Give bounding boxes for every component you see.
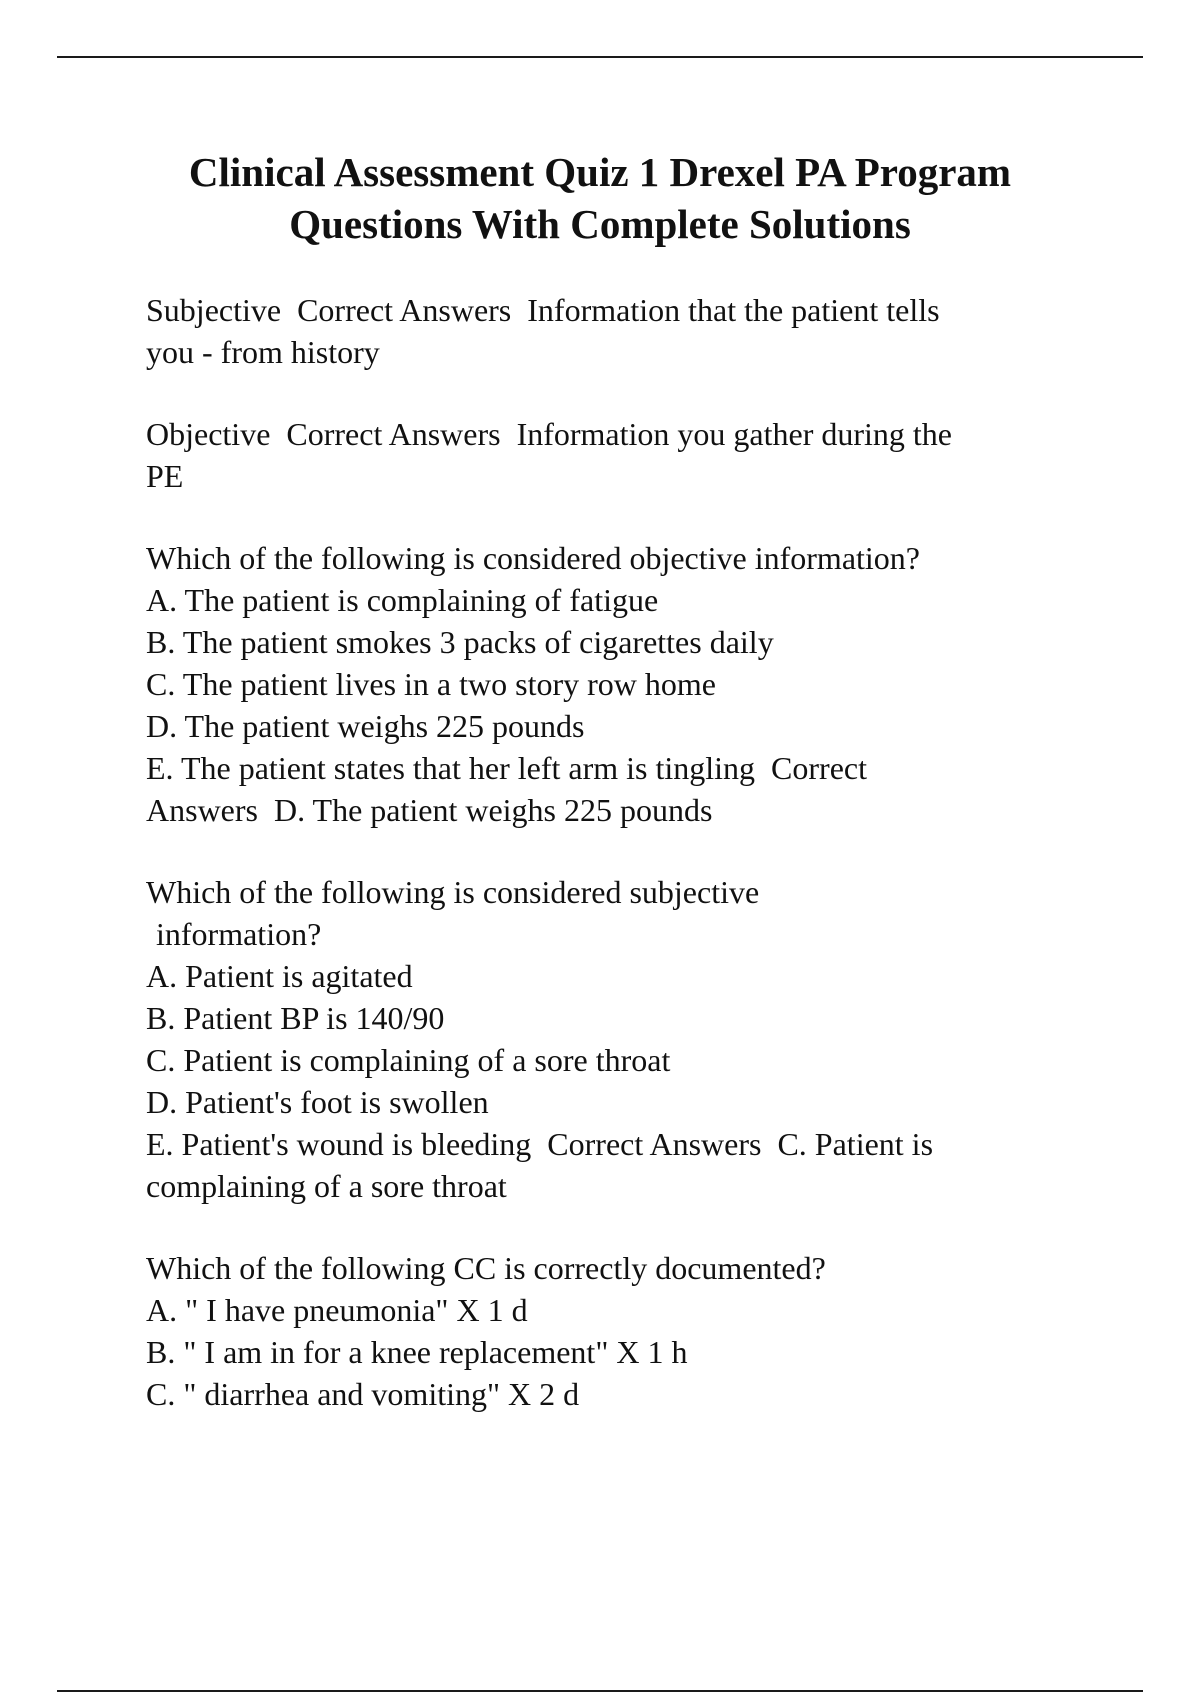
answer-option: D. The patient weighs 225 pounds [146,708,585,744]
answer-option: E. The patient states that her left arm is tingling Correct [146,750,867,786]
question-subjective-information [146,871,1086,1207]
top-divider [57,56,1143,58]
text-line: PE [146,458,184,494]
answer-option: E. Patient's wound is bleeding Correct Answers C. Patient is [146,1126,934,1162]
answer-option: C. The patient lives in a two story row home [146,666,716,702]
answer-option: B. " I am in for a knee replacement" X 1 h [146,1334,688,1370]
answer-option: C. " diarrhea and vomiting" X 2 d [146,1376,580,1412]
flashcard-subjective [146,289,1086,373]
bottom-divider [57,1690,1143,1692]
answer-option: B. The patient smokes 3 packs of cigarettes daily [146,624,774,660]
answer-option: C. Patient is complaining of a sore throat [146,1042,671,1078]
document-title [100,146,1100,250]
title-line-2: Questions With Complete Solutions [289,201,911,247]
text-line: you - from history [146,334,380,370]
flashcard-objective [146,413,1086,497]
answer-option: A. Patient is agitated [146,958,413,994]
answer-option: A. " I have pneumonia" X 1 d [146,1292,528,1328]
correct-answer: Answers D. The patient weighs 225 pounds [146,792,713,828]
question-text: Which of the following is considered objective information? [146,540,920,576]
text-line: Objective Correct Answers Information you gather during the [146,416,952,452]
question-text: Which of the following is considered subjective [146,874,760,910]
question-chief-complaint [146,1247,1086,1415]
answer-option: D. Patient's foot is swollen [146,1084,489,1120]
question-objective-information [146,537,1086,831]
answer-option: A. The patient is complaining of fatigue [146,582,659,618]
question-text: information? [156,916,322,952]
answer-option: B. Patient BP is 140/90 [146,1000,445,1036]
document-body [146,289,1086,1455]
title-line-1: Clinical Assessment Quiz 1 Drexel PA Program [188,149,1012,195]
question-text: Which of the following CC is correctly documented? [146,1250,826,1286]
text-line: Subjective Correct Answers Information that the patient tells [146,292,940,328]
correct-answer: complaining of a sore throat [146,1168,507,1204]
